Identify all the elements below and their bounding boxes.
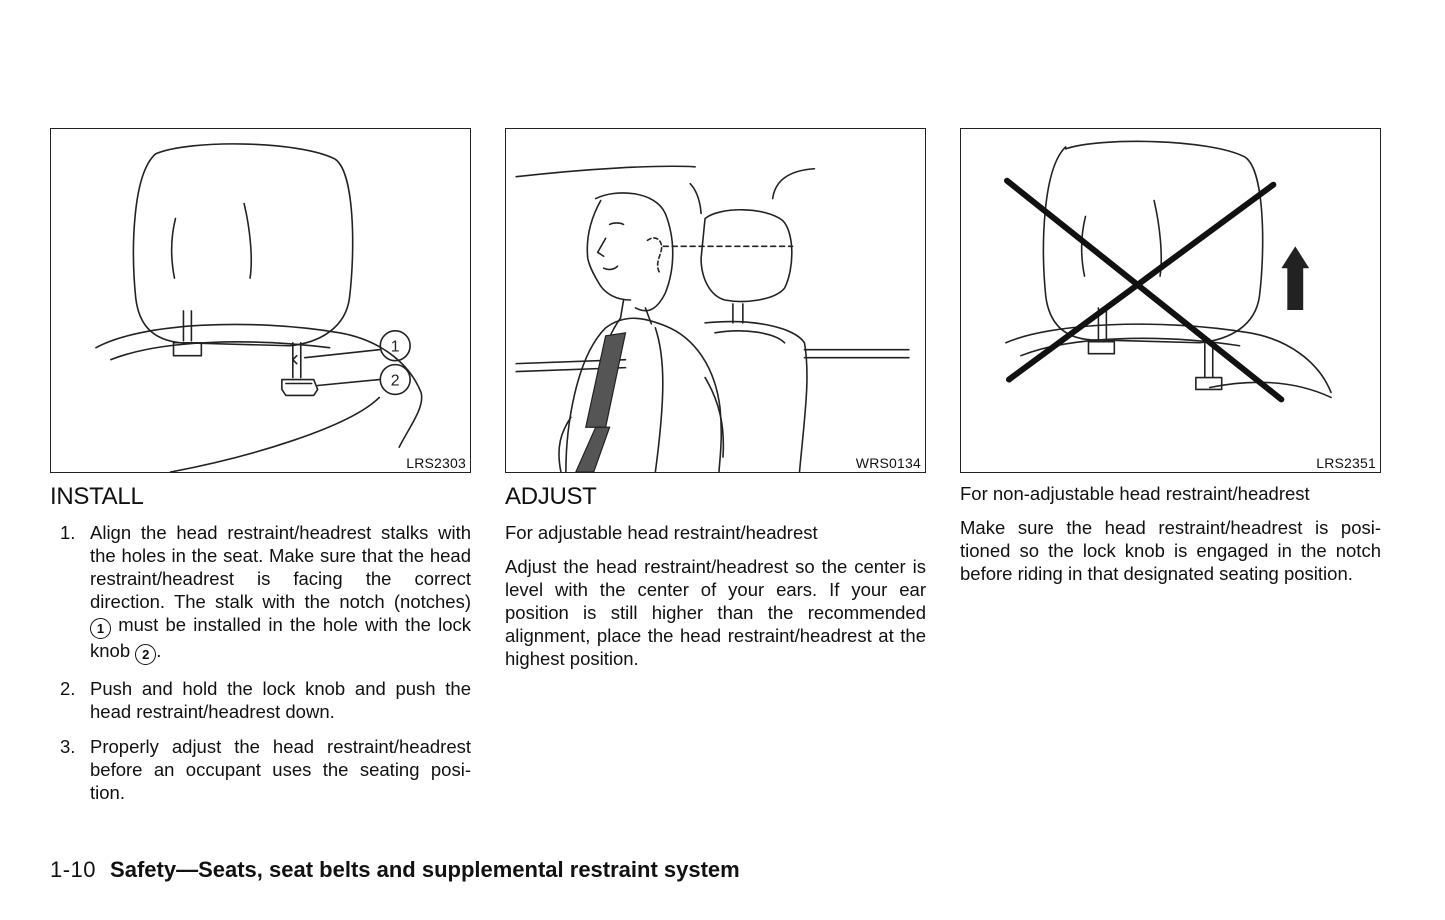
step-text: Properly adjust the head restraint/headrest before an occupant uses the seating posi- tion. xyxy=(90,736,471,803)
step-text: must be installed in the hole with the lock knob xyxy=(90,614,472,661)
callout-1-label: 1 xyxy=(390,338,400,356)
figure-adjust-headrest xyxy=(505,128,926,473)
install-step xyxy=(50,521,471,665)
figure-code: LRS2351 xyxy=(1316,455,1376,471)
adjust-body: Adjust the head restraint/headrest so the center is level with the center of your ears. If your ear position is still higher than the recommended alignment, place the head restraint/headrest at the highest position. xyxy=(505,556,926,669)
page-number: 1-10 xyxy=(50,857,97,882)
adjust-headrest-illustration xyxy=(506,129,925,472)
install-step xyxy=(50,677,471,723)
install-headrest-illustration xyxy=(51,129,470,472)
callout-2-badge: 2 xyxy=(135,644,156,665)
callout-1-badge: 1 xyxy=(90,618,111,639)
install-step xyxy=(50,735,471,804)
callout-2-label: 2 xyxy=(390,372,400,390)
step-text: Align the head restraint/headrest stalks with the holes in the seat. Make sure that the head restraint/headrest is facing the correct direction. The stalk with the notch (notches) xyxy=(90,522,471,612)
install-steps xyxy=(50,521,471,804)
page-footer xyxy=(50,856,740,884)
step-number: 2. xyxy=(60,678,76,699)
install-heading: INSTALL xyxy=(50,483,144,510)
section-title: Safety—Seats, seat belts and supplemental restraint system xyxy=(110,857,740,882)
figure-code: WRS0134 xyxy=(855,455,921,471)
figure-non-adjustable-headrest xyxy=(960,128,1381,473)
step-number: 3. xyxy=(60,736,76,757)
figure-code: LRS2303 xyxy=(406,455,466,471)
non-adjustable-headrest-illustration xyxy=(961,129,1380,472)
install-section xyxy=(50,480,471,816)
non-adjustable-section xyxy=(960,482,1381,585)
adjust-heading: ADJUST xyxy=(505,483,597,510)
figure-install-headrest xyxy=(50,128,471,473)
non-adjustable-body: Make sure the head restraint/headrest is posi- tioned so the lock knob is engaged in the notch before riding in that designated seating position. xyxy=(960,517,1381,584)
adjust-section xyxy=(505,480,926,670)
non-adjustable-subhead: For non-adjustable head restraint/headrest xyxy=(960,483,1310,504)
step-text: Push and hold the lock knob and push the head restraint/headrest down. xyxy=(90,678,471,722)
step-number: 1. xyxy=(60,522,76,543)
adjust-subhead: For adjustable head restraint/headrest xyxy=(505,522,818,543)
step-text: . xyxy=(156,640,162,661)
